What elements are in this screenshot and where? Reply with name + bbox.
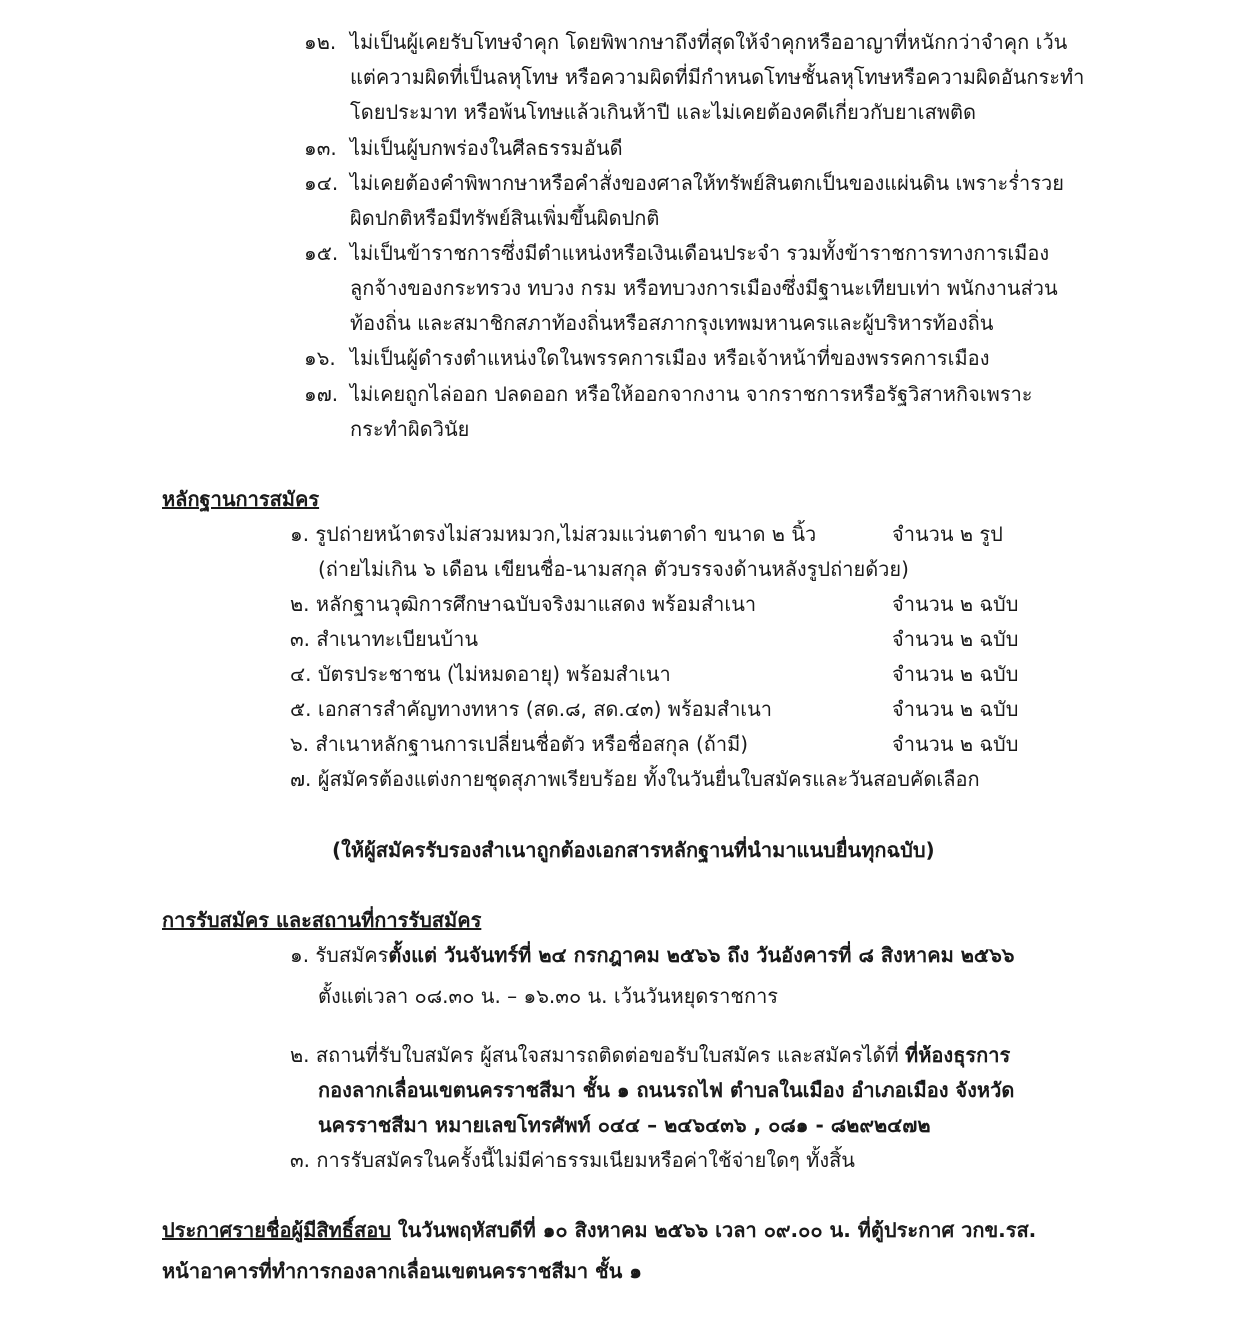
application-2-line-1 (290, 1041, 1010, 1069)
document-6: ๖. สำเนาหลักฐานการเปลี่ยนชื่อตัว หรือชื่อสกุล (ถ้ามี) (290, 732, 749, 756)
item-14-line-1: ไม่เคยต้องคำพิพากษาหรือคำสั่งของศาลให้ทรัพย์สินตกเป็นของแผ่นดิน เพราะร่ำรวย (350, 171, 1064, 195)
announcement-heading: ประกาศรายชื่อผู้มีสิทธิ์สอบ (162, 1218, 391, 1242)
document-3-quantity: จำนวน ๒ ฉบับ (892, 627, 1019, 651)
item-12-line-3: โดยประมาท หรือพ้นโทษแล้วเกินห้าปี และไม่เคยต้องคดีเกี่ยวกับยาเสพติด (350, 100, 976, 124)
document-1: ๑. รูปถ่ายหน้าตรงไม่สวมหมวก,ไม่สวมแว่นตาดำ ขนาด ๒ นิ้ว (290, 522, 817, 546)
application-heading: การรับสมัคร และสถานที่การรับสมัคร (162, 908, 482, 932)
item-16-line-1: ไม่เป็นผู้ดำรงตำแหน่งใดในพรรคการเมือง หรือเจ้าหน้าที่ของพรรคการเมือง (350, 346, 990, 370)
item-12-line-2: แต่ความผิดที่เป็นลหุโทษ หรือความผิดที่มีกำหนดโทษชั้นลหุโทษหรือความผิดอันกระทำ (350, 65, 1085, 89)
document-5: ๕. เอกสารสำคัญทางทหาร (สด.๘, สด.๔๓) พร้อมสำเนา (290, 697, 773, 721)
item-12-number: ๑๒. (304, 30, 337, 54)
item-14-line-2: ผิดปกติหรือมีทรัพย์สินเพิ่มขึ้นผิดปกติ (350, 206, 660, 230)
document-3: ๓. สำเนาทะเบียนบ้าน (290, 627, 479, 651)
announcement-line-1 (162, 1216, 1036, 1244)
document-5-quantity: จำนวน ๒ ฉบับ (892, 697, 1019, 721)
item-15-line-1: ไม่เป็นข้าราชการซึ่งมีตำแหน่งหรือเงินเดือนประจำ รวมทั้งข้าราชการทางการเมือง (350, 241, 1050, 265)
document-1-note: (ถ่ายไม่เกิน ๖ เดือน เขียนชื่อ-นามสกุล ตัวบรรจงด้านหลังรูปถ่ายด้วย) (318, 557, 909, 581)
certify-note: (ให้ผู้สมัครรับรองสำเนาถูกต้องเอกสารหลักฐานที่นำมาแนบยื่นทุกฉบับ) (332, 838, 935, 862)
application-1-dates: ตั้งแต่ วันจันทร์ที่ ๒๔ กรกฎาคม ๒๕๖๖ ถึง วันอังคารที่ ๘ สิงหาคม ๒๕๖๖ (388, 943, 1015, 967)
application-1-line-1 (290, 941, 1014, 969)
announcement-details: ในวันพฤหัสบดีที่ ๑๐ สิงหาคม ๒๕๖๖ เวลา ๐๙.๐๐ น. ที่ตู้ประกาศ วกข.รส. (390, 1218, 1037, 1242)
item-15-number: ๑๕. (304, 241, 339, 265)
item-16-number: ๑๖. (304, 346, 336, 370)
application-1-prefix: ๑. รับสมัคร (290, 943, 389, 967)
document-4-quantity: จำนวน ๒ ฉบับ (892, 662, 1019, 686)
application-2-place: ที่ห้องธุรการ (905, 1043, 1011, 1067)
documents-heading: หลักฐานการสมัคร (162, 487, 320, 511)
application-2-line-3: นครราชสีมา หมายเลขโทรศัพท์ ๐๔๔ – ๒๔๖๔๓๖ , ๐๘๑ - ๘๒๙๒๔๗๒ (318, 1113, 931, 1137)
application-2-line-2: กองลากเลื่อนเขตนครราชสีมา ชั้น ๑ ถนนรถไฟ ตำบลในเมือง อำเภอเมือง จังหวัด (318, 1078, 1015, 1102)
document-7: ๗. ผู้สมัครต้องแต่งกายชุดสุภาพเรียบร้อย ทั้งในวันยื่นใบสมัครและวันสอบคัดเลือก (290, 767, 980, 791)
announcement-line-2: หน้าอาคารที่ทำการกองลากเลื่อนเขตนครราชสีมา ชั้น ๑ (162, 1259, 642, 1283)
document-2: ๒. หลักฐานวุฒิการศึกษาฉบับจริงมาแสดง พร้อมสำเนา (290, 592, 757, 616)
item-12-line-1: ไม่เป็นผู้เคยรับโทษจำคุก โดยพิพากษาถึงที่สุดให้จำคุกหรืออาญาที่หนักกว่าจำคุก เว้น (350, 30, 1068, 54)
item-14-number: ๑๔. (304, 171, 339, 195)
application-2-prefix: ๒. สถานที่รับใบสมัคร ผู้สนใจสมารถติดต่อขอรับใบสมัคร และสมัครได้ที่ (290, 1043, 906, 1067)
document-1-quantity: จำนวน ๒ รูป (892, 522, 1003, 546)
item-17-number: ๑๗. (304, 382, 339, 406)
item-13-line-1: ไม่เป็นผู้บกพร่องในศีลธรรมอันดี (350, 136, 623, 160)
item-17-line-1: ไม่เคยถูกไล่ออก ปลดออก หรือให้ออกจากงาน จากราชการหรือรัฐวิสาหกิจเพราะ (350, 382, 1033, 406)
document-4: ๔. บัตรประชาชน (ไม่หมดอายุ) พร้อมสำเนา (290, 662, 671, 686)
item-15-line-2: ลูกจ้างของกระทรวง ทบวง กรม หรือทบวงการเมืองซึ่งมีฐานะเทียบเท่า พนักงานส่วน (350, 276, 1058, 300)
item-15-line-3: ท้องถิ่น และสมาชิกสภาท้องถิ่นหรือสภากรุงเทพมหานครและผู้บริหารท้องถิ่น (350, 311, 994, 335)
item-13-number: ๑๓. (304, 136, 337, 160)
item-17-line-2: กระทำผิดวินัย (350, 417, 470, 441)
document-2-quantity: จำนวน ๒ ฉบับ (892, 592, 1019, 616)
application-3: ๓. การรับสมัครในครั้งนี้ไม่มีค่าธรรมเนียมหรือค่าใช้จ่ายใดๆ ทั้งสิ้น (290, 1148, 855, 1172)
application-1-time: ตั้งแต่เวลา ๐๘.๓๐ น. – ๑๖.๓๐ น. เว้นวันหยุดราชการ (318, 984, 779, 1008)
document-6-quantity: จำนวน ๒ ฉบับ (892, 732, 1019, 756)
